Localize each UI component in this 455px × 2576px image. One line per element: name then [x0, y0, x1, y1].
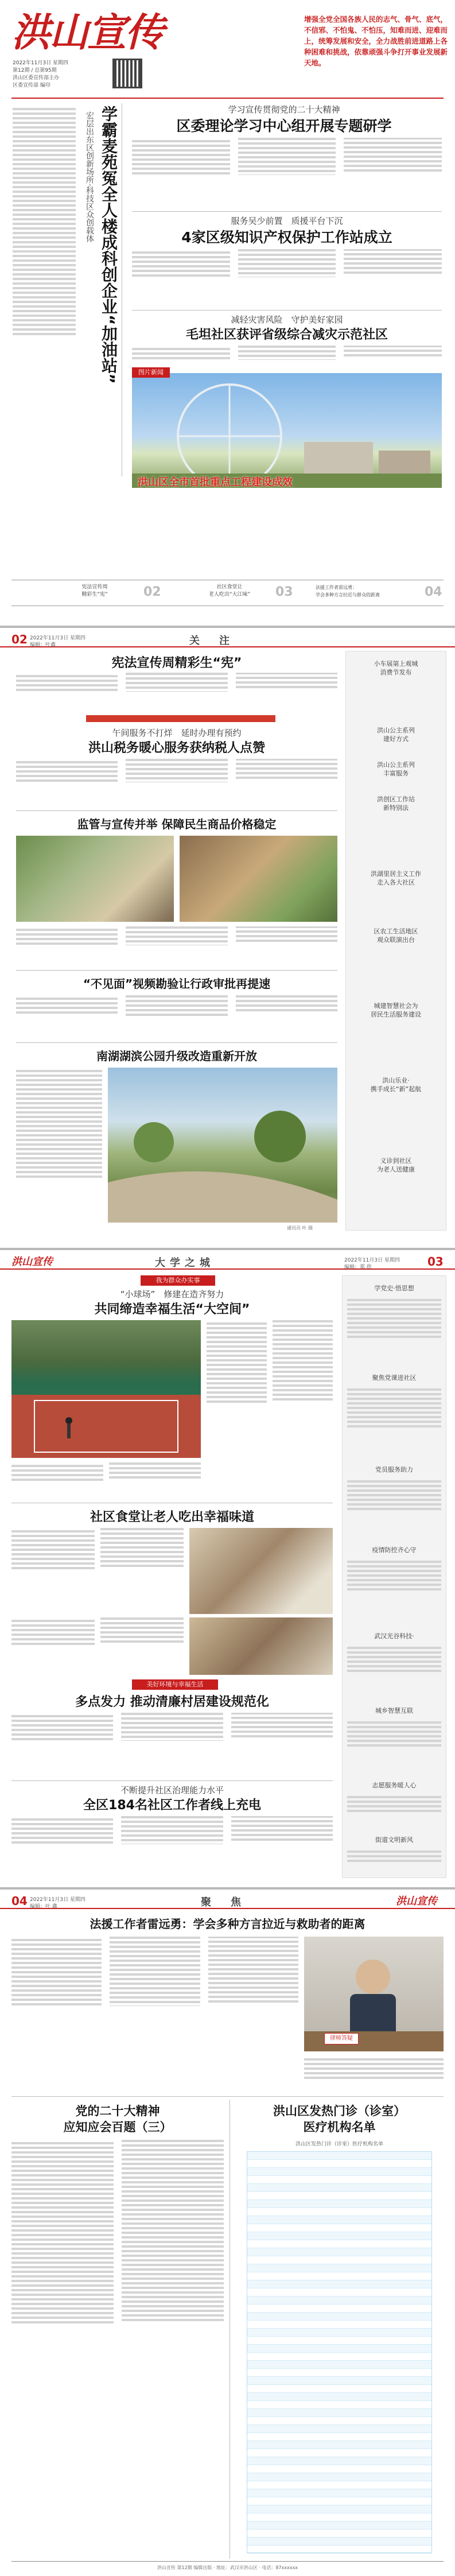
p2-sidebar	[345, 651, 446, 1231]
story3-body	[132, 346, 442, 368]
front-photo	[132, 373, 442, 488]
sidebar-item[interactable]: 洪山乐业· 携手成长“新”起航	[370, 1077, 422, 1093]
page-header: 02 2022年11月3日 星期四 编辑：叶鑫 关 注	[0, 631, 455, 647]
photo-badge: 图片新闻	[132, 367, 170, 378]
badge-1: 我为群众办实事	[141, 1275, 215, 1286]
sidebar-item[interactable]: 洪创区工作站 新特别法	[377, 796, 415, 812]
headline-1: 共同缔造幸福生活“大空间”	[94, 1302, 250, 1317]
vertical-headline: 学霸麦苑冤全人楼成科创企业“加油站”	[99, 106, 118, 384]
sidebar-item[interactable]: 志愿服务暖人心	[372, 1782, 417, 1789]
story3-headline: 毛坦社区获评省级综合减灾示范社区	[185, 328, 388, 342]
sidebar-item[interactable]: 疫情防控齐心守	[372, 1546, 417, 1554]
kicker-1: “小球场” 修建在造齐努力	[120, 1289, 224, 1299]
main-body	[132, 138, 442, 207]
story4-body	[11, 1816, 333, 1879]
sidebar-item[interactable]: 城建智慧社会为 居民生活服务建设	[371, 1002, 421, 1018]
front-page	[0, 0, 455, 626]
issue-info: 2022年11月3日 星期四 第12期 / 总第95期 洪山区委宣传部主办 区委宣传部 编印	[13, 60, 68, 88]
sidebar-item[interactable]: 城乡智慧互联	[375, 1707, 413, 1714]
main-headline: 区委理论学习中心组开展专题研学	[176, 118, 392, 134]
p4-story1-body-2	[304, 2056, 444, 2093]
sidebar-item[interactable]: 洪山公主系列 丰富服务	[377, 761, 415, 777]
canteen-photo-1	[189, 1528, 333, 1614]
story1-body-2	[11, 1462, 201, 1497]
sidebar-item[interactable]: 洪湖里居主义工作 走入各大社区	[371, 870, 421, 886]
p4-story1-body	[11, 1937, 298, 2092]
market-photo-2	[180, 836, 337, 922]
story2-body	[132, 249, 442, 304]
s1-headline: 宪法宣传周精彩生“宪”	[111, 656, 242, 670]
p3-sidebar	[342, 1275, 446, 1878]
story2-body-2	[11, 1617, 184, 1675]
page-footer: 洪山宣传 第12期 编辑出版 · 地址：武汉市洪山区 · 电话：87xxxxxx	[157, 2565, 298, 2570]
s2-body	[16, 759, 337, 807]
page-02	[0, 628, 455, 1248]
ferris-wheel-graphic	[132, 373, 442, 488]
s4-body	[16, 995, 337, 1039]
story3-kicker: 减轻灾害风险 守护美好家园	[231, 315, 343, 325]
headline-3: 多点发力 推动清廉村居建设规范化	[75, 1695, 269, 1709]
page-04	[0, 1890, 455, 2576]
story2-kicker: 服务吴少前置 质援平台下沉	[231, 216, 343, 226]
p4-headline-3: 洪山区发热门诊（诊室） 医疗机构名单	[273, 2104, 406, 2134]
badge-2: 美好环境与幸福生活	[132, 1679, 218, 1690]
s2-kicker: 午间服务不打烊 延时办理有预约	[112, 728, 242, 738]
table-caption: 洪山区发热门诊（诊室）医疗机构名单	[295, 2142, 383, 2147]
sidebar-item[interactable]: 学党史·悟思想	[374, 1285, 414, 1292]
s1-strip	[86, 715, 275, 722]
nav-item-p3[interactable]: 社区食堂让 老人吃出“大江味” 03	[208, 584, 293, 599]
sidebar-item[interactable]: 街道文明新风	[375, 1836, 413, 1844]
sidebar-item[interactable]: 区农工生活地区 观众联演出台	[374, 928, 418, 944]
p4-headline-2: 党的二十大精神 应知应会百题（三）	[63, 2104, 172, 2134]
sidebar-item[interactable]: 聚焦党课进社区	[372, 1374, 417, 1382]
sidebar-item[interactable]: 洪山公主系列 建好方式	[377, 727, 415, 743]
nav-item-p4[interactable]: 法援工作者雷远勇： 学会多种方言拉近与群众的距离 04	[316, 585, 442, 599]
p4-headline-1: 法援工作者雷远勇：学会多种方言拉近与救助者的距离	[90, 1917, 365, 1931]
main-kicker: 学习宣传贯彻党的二十大精神	[228, 104, 340, 115]
s2-headline: 洪山税务暖心服务获纳税人点赞	[88, 741, 265, 755]
masthead-logo: 洪山宣传	[11, 10, 164, 56]
masthead-slogan: 增强全党全国各族人民的志气、骨气、底气，不信邪、不怕鬼、不怕压，知难而进、迎难而上，统筹发展和安全，全力战胜前进道路上各种困难和挑战，依靠顽强斗争打开事业发展新天地。	[304, 15, 448, 67]
market-photo-1	[16, 836, 174, 922]
sidebar-item[interactable]: 党员服务助力	[375, 1466, 413, 1473]
s5-headline: 南湖湖滨公园升级改造重新开放	[96, 1049, 257, 1063]
s5-body	[16, 1068, 102, 1223]
page-header: 04 2022年11月3日 星期四 编辑：叶 鑫 聚 焦 洪山宣传	[0, 1893, 455, 1909]
sidebar-item[interactable]: 义诊到社区 为老人送健康	[377, 1157, 415, 1173]
story1-body	[207, 1320, 333, 1498]
vertical-subhead: 宏层出东区创新场所·科技区众创载体	[85, 111, 94, 243]
p4-qa-body	[11, 2140, 224, 2553]
s3-headline: 监管与宣传并举 保障民生商品价格稳定	[77, 817, 277, 831]
kicker-4: 不断提升社区治理能力水平	[120, 1785, 224, 1795]
page-nav	[11, 580, 444, 606]
park-photo	[108, 1068, 337, 1223]
s1-body	[16, 673, 337, 713]
story2-body	[11, 1528, 184, 1614]
nav-item-p2[interactable]: 宪法宣传周 精彩生“宪” 02	[81, 584, 161, 599]
vertical-feature	[13, 106, 118, 479]
headline-2: 社区食堂让老人吃出幸福味道	[90, 1510, 254, 1524]
court-photo	[11, 1320, 201, 1458]
qr-code	[112, 59, 142, 88]
s3-body	[16, 926, 337, 967]
s4-headline: “不见面”视频勘验让行政审批再提速	[83, 977, 271, 991]
photo-caption: 洪山区全市首批重点工程建设成效	[138, 476, 293, 488]
sidebar-item[interactable]: 小车展第上观城 消费节发布	[374, 660, 418, 676]
vertical-body	[13, 106, 76, 473]
photo-credit: 通讯员 叶 摄	[287, 1225, 313, 1231]
canteen-photo-2	[189, 1617, 333, 1675]
story2-headline: 4家区级知识产权保护工作站成立	[181, 229, 392, 246]
headline-4: 全区184名社区工作者线上充电	[83, 1798, 261, 1813]
page-03	[0, 1250, 455, 1887]
page-header: 洪山宣传 大学之城 2022年11月3日 星期四 编辑：郑 欣 03	[0, 1254, 455, 1270]
clinic-table	[247, 2151, 432, 2553]
desk-sign: 律师答疑	[324, 2033, 359, 2044]
story3-body	[11, 1713, 333, 1776]
sidebar-item[interactable]: 武汉光谷科技·	[374, 1632, 414, 1640]
